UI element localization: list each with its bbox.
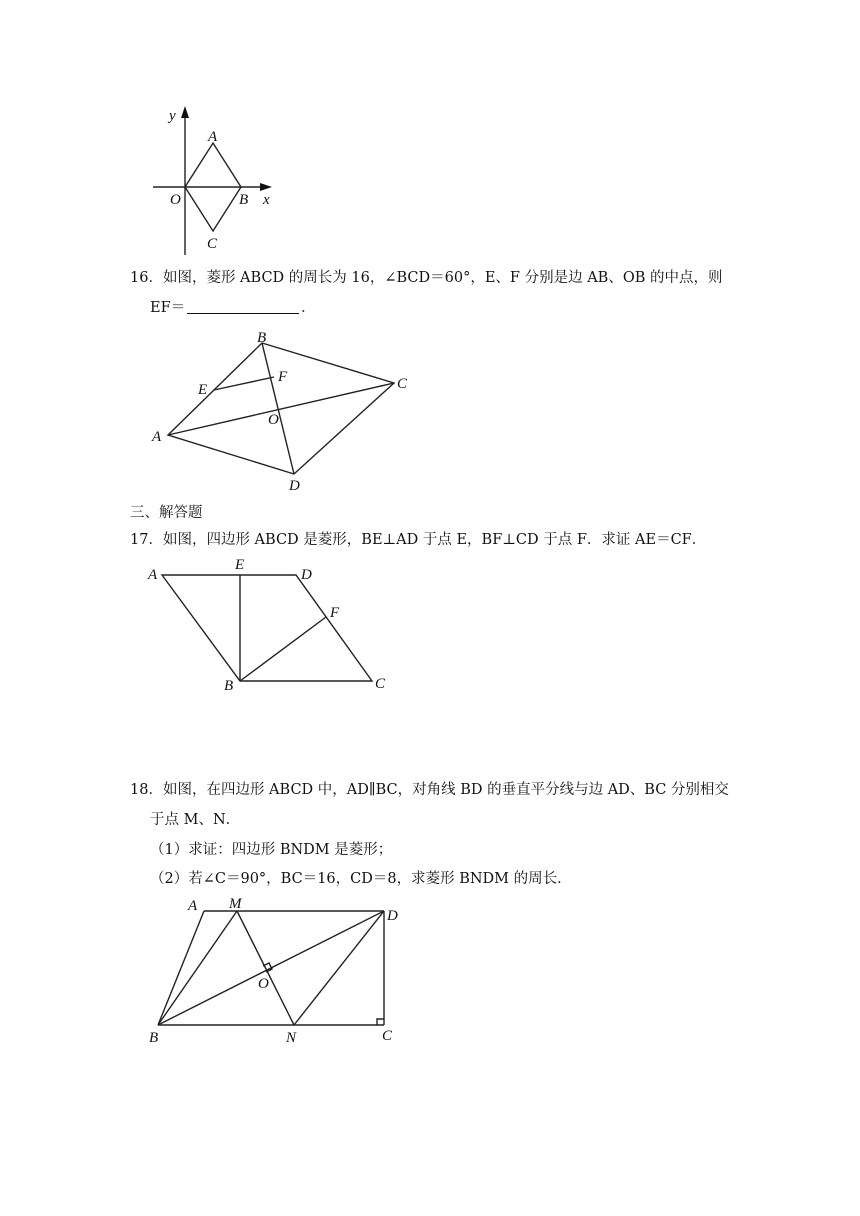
label-y: y [169,108,176,124]
label-O: O [258,976,269,992]
label-N: N [286,1030,297,1046]
section-title: 三、解答题 [130,505,203,521]
label-O: O [170,192,181,208]
q16-answer-blank[interactable] [187,299,299,314]
q18-text-line1: 18．如图，在四边形 ABCD 中，AD∥BC，对角线 BD 的垂直平分线与边 AD、BC 分别相交 [130,782,729,798]
label-D: D [387,908,398,924]
label-A: A [208,129,218,145]
label-C: C [397,376,408,392]
label-A: A [152,429,162,445]
label-B: B [224,678,234,694]
x-axis-arrow [260,183,272,191]
q18-part2: （2）若∠C＝90°，BC＝16，CD＝8，求菱形 BNDM 的周长． [150,871,572,887]
right-angle-mark-o [263,963,272,972]
q16-suffix: ． [301,300,316,316]
q16-prefix: EF＝ [150,300,186,316]
segment-nd [294,911,384,1025]
label-F: F [330,605,340,621]
label-E: E [235,557,245,573]
label-C: C [207,236,218,252]
label-D: D [301,567,312,583]
right-angle-mark-c [377,1019,384,1025]
segment-bf [240,617,326,681]
segment-bm [158,911,237,1025]
diagonal-bd [158,911,384,1025]
label-D: D [289,478,300,494]
rhombus-oabc [185,143,241,231]
q16-text-line1: 16．如图，菱形 ABCD 的周长为 16，∠BCD＝60°，E、F 分别是边 AB、OB 的中点，则 [130,270,723,286]
label-B: B [239,192,249,208]
segment-mn [237,911,294,1025]
rhombus-abcd [162,575,372,681]
y-axis-arrow [181,106,189,118]
label-F: F [278,369,288,385]
label-A: A [148,567,158,583]
segment-ef [214,377,274,390]
label-C: C [375,676,386,692]
q18-text-line2: 于点 M、N． [150,812,241,828]
q18-part1: （1）求证：四边形 BNDM 是菱形； [150,842,393,858]
label-B: B [257,330,267,346]
q17-text: 17．如图，四边形 ABCD 是菱形，BE⊥AD 于点 E，BF⊥CD 于点 F．求证 AE＝CF． [130,532,707,548]
rhombus-abcd [168,343,394,474]
label-E: E [198,382,208,398]
label-O: O [268,412,279,428]
side-ab [158,911,204,1025]
label-C: C [382,1028,393,1044]
diagonal-ac [168,383,394,435]
label-x: x [263,192,270,208]
diagonal-bd [262,343,294,474]
label-B: B [149,1030,159,1046]
label-A: A [188,898,198,914]
q16-text-line2 [150,298,316,318]
label-M: M [229,896,242,912]
